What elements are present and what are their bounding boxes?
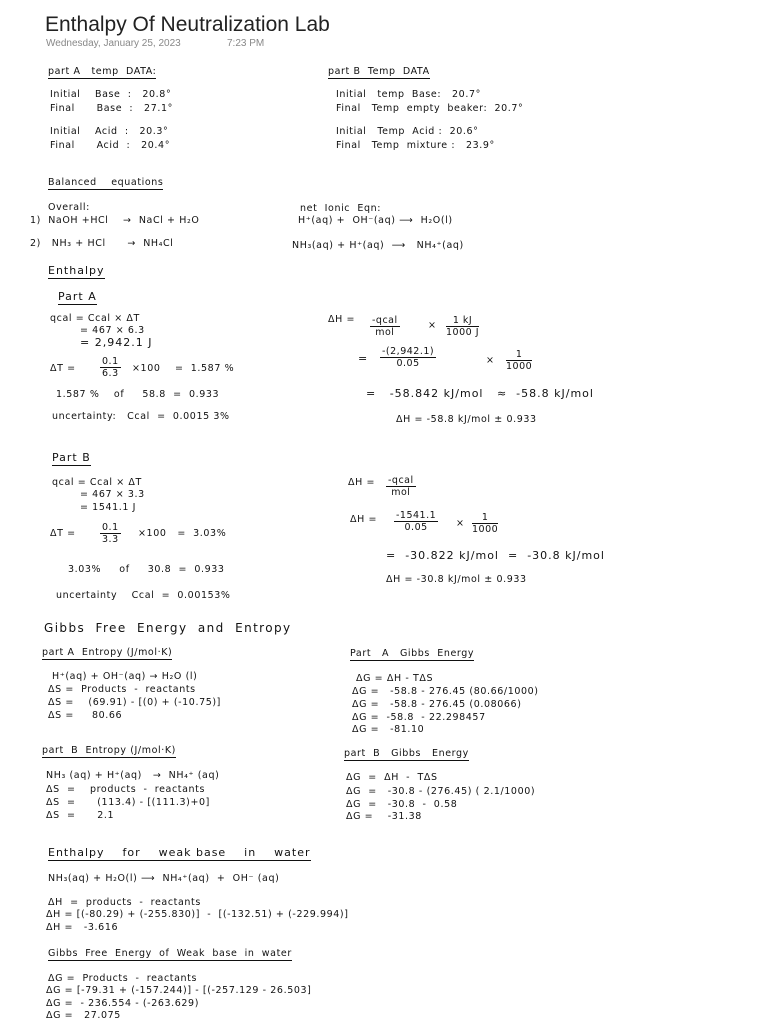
- fraction-numerator: -1541.1: [396, 510, 437, 521]
- delta-t-suffix: ×100 = 3.03%: [138, 528, 227, 539]
- fraction-denominator: 1000: [472, 524, 499, 535]
- part-b-temp-line: Initial Temp Acid : 20.6°: [336, 126, 479, 137]
- delta-h-prefix: ΔH =: [350, 514, 378, 525]
- fraction-denominator: mol: [375, 327, 395, 338]
- delta-h-fraction: [386, 475, 416, 498]
- entropy-line: H⁺(aq) + OH⁻(aq) → H₂O (l): [52, 671, 198, 682]
- part-a-gibbs-heading: Part A Gibbs Energy: [350, 648, 475, 659]
- enthalpy-heading: Enthalpy: [48, 264, 105, 277]
- fraction-numerator: 1: [472, 512, 498, 524]
- overall-equation-2: 2) NH₃ + HCl → NH₄Cl: [30, 238, 174, 249]
- part-a-temp-line: Initial Base : 20.8°: [50, 89, 172, 100]
- uncertainty-line: uncertainty Ccal = 0.00153%: [56, 590, 231, 601]
- delta-h-result: = -30.822 kJ/mol = -30.8 kJ/mol: [386, 549, 605, 562]
- gibbs-entropy-heading: Gibbs Free Energy and Entropy: [44, 621, 292, 635]
- weak-base-enthalpy-heading: Enthalpy for weak base in water: [48, 846, 311, 859]
- weak-base-gibbs-line: ΔG = - 236.554 - (-263.629): [46, 998, 200, 1009]
- part-b-temp-line: Final Temp mixture : 23.9°: [336, 140, 495, 151]
- weak-base-line: ΔH = [(-80.29) + (-255.830)] - [(-132.51) + (-229.994)]: [46, 909, 349, 920]
- qcal-line: = 2,942.1 J: [80, 336, 153, 349]
- gibbs-line: ΔG = -30.8 - (276.45) ( 2.1/1000): [346, 786, 536, 797]
- part-a-temp-line: Initial Acid : 20.3°: [50, 126, 169, 137]
- entropy-line: ΔS = 2.1: [46, 810, 115, 821]
- part-b-entropy-heading: part B Entropy (J/mol·K): [42, 745, 176, 756]
- qcal-line: = 467 × 3.3: [80, 489, 145, 500]
- fraction-numerator: -qcal: [388, 475, 414, 486]
- delta-h-final: ΔH = -30.8 kJ/mol ± 0.933: [386, 574, 527, 585]
- gibbs-line: ΔG = -81.10: [352, 724, 425, 735]
- part-a-entropy-heading: part A Entropy (J/mol·K): [42, 647, 173, 658]
- entropy-line: NH₃ (aq) + H⁺(aq) → NH₄⁺ (aq): [46, 770, 220, 781]
- enthalpy-part-a-heading: Part A: [58, 290, 97, 303]
- fraction-numerator: 1: [506, 349, 532, 361]
- fraction-numerator: 0.1: [102, 356, 119, 367]
- gibbs-line: ΔG = ΔH - TΔS: [356, 673, 434, 684]
- entropy-line: ΔS = Products - reactants: [48, 684, 196, 695]
- times-sign: ×: [428, 320, 437, 331]
- delta-h-prefix: ΔH =: [348, 477, 376, 488]
- qcal-line: qcal = Ccal × ΔT: [52, 477, 142, 488]
- delta-h-result: = -58.842 kJ/mol ≈ -58.8 kJ/mol: [366, 387, 594, 400]
- fraction-denominator: 0.05: [404, 522, 428, 533]
- part-b-temp-heading: part B Temp DATA: [328, 66, 430, 77]
- fraction-denominator: 1000 J: [446, 327, 479, 338]
- part-a-temp-line: Final Acid : 20.4°: [50, 140, 171, 151]
- gibbs-line: ΔG = -31.38: [346, 811, 422, 822]
- weak-base-gibbs-heading: Gibbs Free Energy of Weak base in water: [48, 948, 292, 959]
- delta-t-prefix: ΔT =: [50, 528, 76, 539]
- fraction-numerator: 0.1: [102, 522, 119, 533]
- percent-uncertainty-line: 1.587 % of 58.8 = 0.933: [56, 389, 220, 400]
- unit-conversion-fraction: [472, 512, 498, 535]
- part-a-temp-line: Final Base : 27.1°: [50, 103, 173, 114]
- gibbs-line: ΔG = -30.8 - 0.58: [346, 799, 458, 810]
- gibbs-line: ΔG = ΔH - TΔS: [346, 772, 438, 783]
- part-b-gibbs-heading: part B Gibbs Energy: [344, 748, 469, 759]
- gibbs-line: ΔG = -58.8 - 276.45 (0.08066): [352, 699, 522, 710]
- entropy-line: ΔS = (113.4) - [(111.3)+0]: [46, 797, 210, 808]
- fraction-numerator: 1 kJ: [446, 315, 479, 327]
- fraction-denominator: mol: [391, 487, 411, 498]
- gibbs-line: ΔG = -58.8 - 276.45 (80.66/1000): [352, 686, 539, 697]
- part-a-temp-heading: part A temp DATA:: [48, 66, 157, 77]
- times-sign: ×: [456, 518, 465, 529]
- fraction-denominator: 1000: [506, 361, 533, 372]
- overall-label: Overall:: [48, 202, 90, 213]
- fraction-numerator: -qcal: [372, 315, 398, 326]
- qcal-line: = 1541.1 J: [80, 502, 137, 513]
- page-title: Enthalpy Of Neutralization Lab: [45, 13, 330, 36]
- equals-sign: =: [358, 352, 369, 365]
- qcal-line: = 467 × 6.3: [80, 325, 145, 336]
- gibbs-line: ΔG = -58.8 - 22.298457: [352, 712, 486, 723]
- weak-base-gibbs-line: ΔG = Products - reactants: [48, 973, 198, 984]
- net-ionic-equation-2: NH₃(aq) + H⁺(aq) ⟶ NH₄⁺(aq): [292, 240, 464, 251]
- entropy-line: ΔS = 80.66: [48, 710, 123, 721]
- delta-h-substituted-fraction: [394, 510, 438, 533]
- fraction-numerator: -(2,942.1): [382, 346, 435, 357]
- delta-h-prefix: ΔH =: [328, 314, 356, 325]
- percent-uncertainty-line: 3.03% of 30.8 = 0.933: [68, 564, 225, 575]
- weak-base-gibbs-line: ΔG = 27.075: [46, 1010, 121, 1021]
- weak-base-gibbs-line: ΔG = [-79.31 + (-157.244)] - [(-257.129 - 26.503]: [46, 985, 312, 996]
- balanced-equations-heading: Balanced equations: [48, 177, 164, 188]
- page-time: 7:23 PM: [227, 38, 265, 49]
- delta-h-final: ΔH = -58.8 kJ/mol ± 0.933: [396, 414, 537, 425]
- net-ionic-label: net Ionic Eqn:: [300, 203, 382, 214]
- delta-t-fraction: [100, 522, 121, 545]
- weak-base-line: ΔH = products - reactants: [48, 897, 201, 908]
- part-b-temp-line: Initial temp Base: 20.7°: [336, 89, 481, 100]
- part-b-temp-line: Final Temp empty beaker: 20.7°: [336, 103, 524, 114]
- delta-t-prefix: ΔT =: [50, 363, 76, 374]
- entropy-line: ΔS = products - reactants: [46, 784, 206, 795]
- weak-base-line: ΔH = -3.616: [46, 922, 119, 933]
- fraction-denominator: 3.3: [102, 534, 119, 545]
- net-ionic-equation-1: H⁺(aq) + OH⁻(aq) ⟶ H₂O(l): [298, 215, 453, 226]
- times-sign: ×: [486, 355, 495, 366]
- unit-conversion-fraction: [446, 315, 479, 338]
- page-date: Wednesday, January 25, 2023: [46, 38, 181, 49]
- delta-h-substituted-fraction: [380, 346, 436, 369]
- delta-t-fraction: [100, 356, 121, 379]
- overall-equation-1: 1) NaOH +HCl → NaCl + H₂O: [30, 215, 200, 226]
- uncertainty-line: uncertainty: Ccal = 0.0015 3%: [52, 411, 230, 422]
- entropy-line: ΔS = (69.91) - [(0) + (-10.75)]: [48, 697, 221, 708]
- delta-t-suffix: ×100 = 1.587 %: [132, 363, 235, 374]
- fraction-denominator: 6.3: [102, 368, 119, 379]
- weak-base-reaction: NH₃(aq) + H₂O(l) ⟶ NH₄⁺(aq) + OH⁻ (aq): [48, 873, 280, 884]
- qcal-line: qcal = Ccal × ΔT: [50, 313, 140, 324]
- enthalpy-part-b-heading: Part B: [52, 451, 91, 464]
- delta-h-fraction: [370, 315, 400, 338]
- unit-conversion-fraction: [506, 349, 532, 372]
- fraction-denominator: 0.05: [396, 358, 420, 369]
